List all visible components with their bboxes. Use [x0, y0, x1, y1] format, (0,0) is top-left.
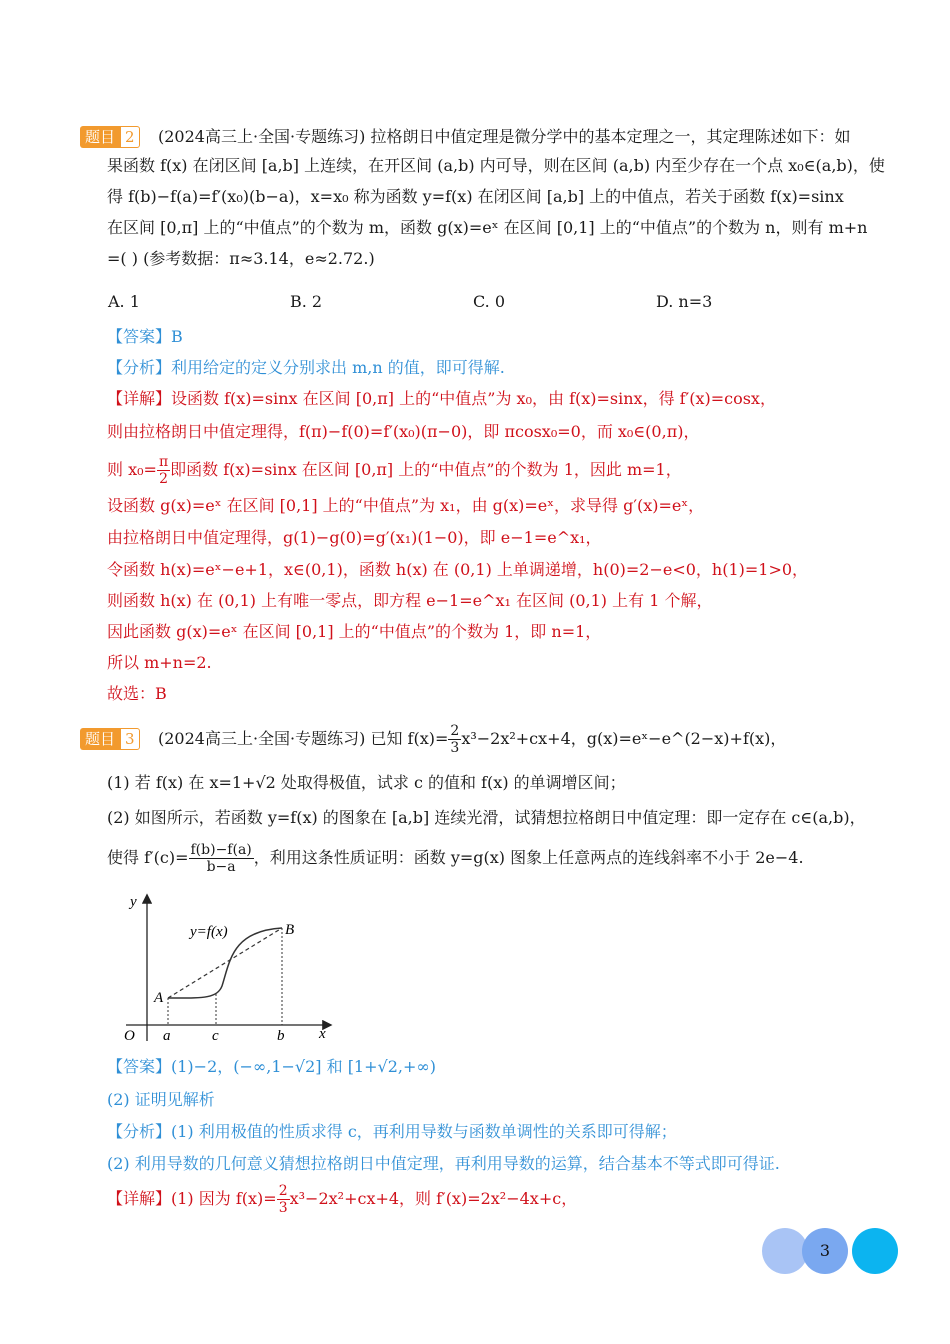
fraction-denominator: 2 — [159, 471, 168, 487]
point-a-label: A — [154, 990, 164, 1006]
fraction-numerator: π — [158, 454, 169, 470]
problem-3-tag — [80, 728, 140, 750]
analysis: 【分析】利用给定的定义分别求出 m,n 的值，即可得解. — [107, 358, 505, 377]
problem-text: 使得 f′(c)= — [107, 848, 189, 867]
detail-line: 则函数 h(x) 在 (0,1) 上有唯一零点，即方程 e−1=e^x₁ 在区间 (0,1) 上有 1 个解， — [107, 591, 713, 610]
page-number: 3 — [819, 1241, 831, 1260]
page-number-badge — [762, 1228, 902, 1278]
detail-text: 则 x₀= — [107, 460, 157, 479]
fraction-denominator: 3 — [450, 740, 460, 756]
decor-circle — [852, 1228, 898, 1274]
detail-text: x³−2x²+cx+4，则 f′(x)=2x²−4x+c， — [289, 1189, 578, 1208]
question-1: (1) 若 f(x) 在 x=1+√2 处取得极值，试求 c 的值和 f(x) 的单调增区间； — [107, 773, 626, 792]
analysis-3-1: 【分析】(1) 利用极值的性质求得 c，再利用导数与函数单调性的关系即可得解； — [107, 1122, 677, 1141]
question-2: (2) 如图所示，若函数 y=f(x) 的图象在 [a,b] 连续光滑，试猜想拉格朗日中值定理：即一定存在 c∈(a,b)， — [107, 808, 866, 827]
problem-tag-number: 2 — [120, 126, 140, 148]
detail-text: 【详解】(1) 因为 f(x)= — [107, 1189, 277, 1208]
origin-label: O — [124, 1028, 135, 1044]
fraction-numerator: f(b)−f(a) — [190, 842, 252, 858]
fraction — [189, 842, 254, 875]
problem-2-tag — [80, 126, 140, 148]
detail-line: 故选：B — [107, 684, 167, 703]
answer: 【答案】B — [107, 327, 183, 346]
answer-3-2: (2) 证明见解析 — [107, 1090, 215, 1109]
curve-label: y=f(x) — [190, 924, 228, 940]
detail-line: 令函数 h(x)=eˣ−e+1，x∈(0,1)，函数 h(x) 在 (0,1) 上单调递增，h(0)=2−e<0，h(1)=1>0， — [107, 560, 809, 579]
fraction — [157, 454, 170, 487]
problem-text: (2024高三上·全国·专题练习) 已知 f(x)= — [158, 729, 449, 748]
fraction — [277, 1183, 290, 1216]
option-c: C. 0 — [473, 292, 506, 311]
y-axis-label: y — [130, 894, 137, 910]
tick-a-label: a — [163, 1028, 171, 1044]
lagrange-figure — [112, 886, 342, 1046]
fraction-numerator: 2 — [278, 1183, 288, 1199]
x-axis-label: x — [319, 1026, 326, 1042]
answer-3-1: 【答案】(1)−2，(−∞,1−√2] 和 [1+√2,+∞) — [107, 1057, 436, 1076]
problem-2-line-1: (2024高三上·全国·专题练习) 拉格朗日中值定理是微分学中的基本定理之一，其定理陈述如下：如 — [158, 127, 851, 146]
point-b-label: B — [285, 922, 295, 938]
detail-3-line — [107, 1180, 577, 1218]
detail-line: 所以 m+n=2. — [107, 653, 212, 672]
problem-text: x³−2x²+cx+4，g(x)=eˣ−e^(2−x)+f(x)， — [461, 729, 787, 748]
fraction-denominator: b−a — [206, 859, 236, 875]
detail-line: 【详解】设函数 f(x)=sinx 在区间 [0,π] 上的“中值点”为 x₀，由 f(x)=sinx，得 f′(x)=cosx， — [107, 389, 776, 408]
detail-text: 即函数 f(x)=sinx 在区间 [0,π] 上的“中值点”的个数为 1，因此 m=1， — [170, 460, 682, 479]
problem-2-line-2: 果函数 f(x) 在闭区间 [a,b] 上连续，在开区间 (a,b) 内可导，则在区间 (a,b) 内至少存在一个点 x₀∈(a,b)，使 — [107, 156, 885, 175]
option-d: D. n=3 — [656, 292, 713, 311]
detail-line: 设函数 g(x)=eˣ 在区间 [0,1] 上的“中值点”为 x₁，由 g(x)=eˣ，求导得 g′(x)=eˣ， — [107, 496, 705, 515]
problem-2-line-5: =( ) (参考数据：π≈3.14，e≈2.72.) — [107, 249, 375, 268]
problem-3-line-1 — [158, 720, 786, 758]
option-a: A. 1 — [108, 292, 140, 311]
detail-line: 则由拉格朗日中值定理得，f(π)−f(0)=f′(x₀)(π−0)，即 πcosx₀=0，而 x₀∈(0,π)， — [107, 422, 700, 441]
option-b: B. 2 — [290, 292, 323, 311]
question-2-cont — [107, 838, 804, 878]
tick-b-label: b — [277, 1028, 285, 1044]
tick-c-label: c — [212, 1028, 219, 1044]
analysis-3-2: (2) 利用导数的几何意义猜想拉格朗日中值定理，再利用导数的运算，结合基本不等式即可得证. — [107, 1154, 780, 1173]
problem-tag-number: 3 — [120, 728, 140, 750]
detail-line: 因此函数 g(x)=eˣ 在区间 [0,1] 上的“中值点”的个数为 1，即 n=1， — [107, 622, 602, 641]
fraction-denominator: 3 — [278, 1200, 288, 1216]
problem-text: ，利用这条性质证明：函数 y=g(x) 图象上任意两点的连线斜率不小于 2e−4. — [253, 848, 804, 867]
fraction — [448, 723, 461, 756]
problem-tag-label: 题目 — [80, 728, 120, 750]
detail-line-fraction — [107, 454, 682, 487]
problem-2-line-3: 得 f(b)−f(a)=f′(x₀)(b−a)，x=x₀ 称为函数 y=f(x) 在闭区间 [a,b] 上的中值点，若关于函数 f(x)=sinx — [107, 187, 844, 206]
fraction-numerator: 2 — [450, 723, 460, 739]
detail-line: 由拉格朗日中值定理得，g(1)−g(0)=g′(x₁)(1−0)，即 e−1=e^x₁， — [107, 528, 602, 547]
problem-2-line-4: 在区间 [0,π] 上的“中值点”的个数为 m，函数 g(x)=eˣ 在区间 [0,1] 上的“中值点”的个数为 n，则有 m+n — [107, 218, 868, 237]
problem-tag-label: 题目 — [80, 126, 120, 148]
